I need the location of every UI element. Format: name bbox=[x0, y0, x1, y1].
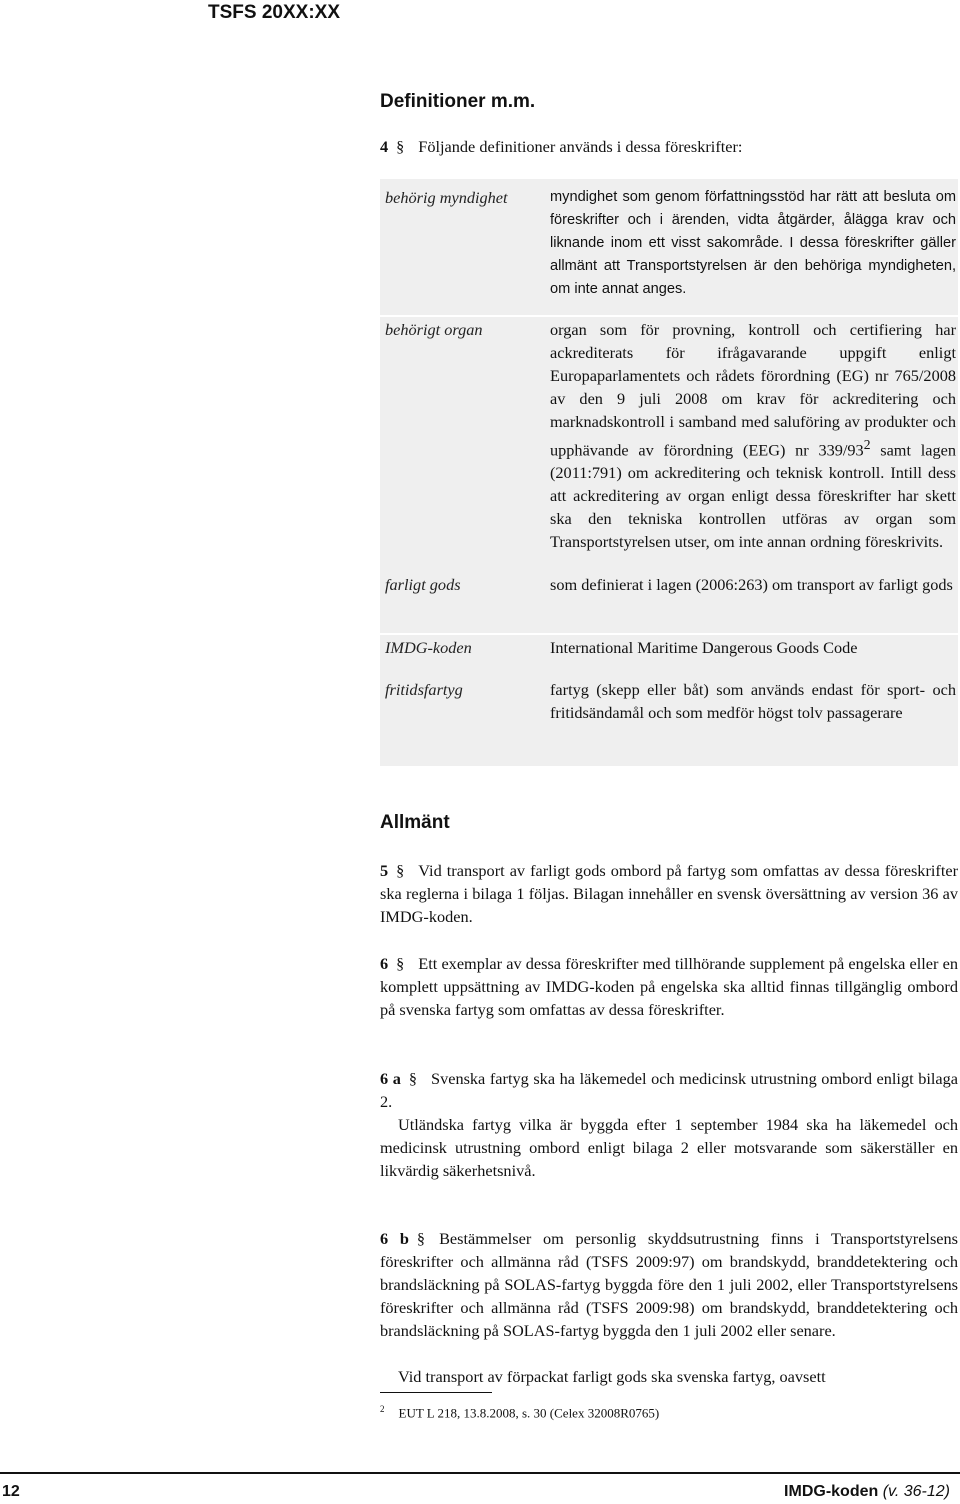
footnote-divider bbox=[380, 1392, 492, 1393]
section-sign: § bbox=[416, 1229, 426, 1248]
footer-rule bbox=[0, 1472, 960, 1474]
definition-fritidsfartyg: fartyg (skepp eller båt) som används endast för sport- och fritidsändamål och som medför högst tolv passagerare bbox=[550, 680, 956, 722]
footer-doc-name bbox=[784, 1483, 950, 1501]
paragraph-text: Bestämmelser om personlig skyddsutrustning finns i Transportstyrelsens föreskrifter och allmänna råd (TSFS 2009:97) om brandskydd, branddetektering och brandsläckning på SOLAS-fartyg byggda före den 1 juli 2002, eller Transportstyrelsens föreskrifter och allmänna råd (TSFS 2009:98) om brandskydd, branddetektering och brandsläckning på SOLAS-fartyg byggda den 1 juli 2002 eller senare. bbox=[380, 1229, 958, 1340]
paragraph-6a-continued: Utländska fartyg vilka är byggda efter 1 september 1984 ska ha läkemedel och medicinsk utrustning ombord enligt bilaga 2 eller motsvarande som säkerställer en likvärdig säkerhetsnivå. bbox=[380, 1115, 958, 1180]
definition-behorig-myndighet: myndighet som genom författningsstöd har rätt att besluta om föreskrifter och i ärenden, vidta åtgärder, ålägga krav och liknande inom ett visst sakområde. I dessa föreskrifter gäller allmänt att Transportstyrelsen är den behöriga myndigheten, om inte annat anges. bbox=[550, 189, 956, 297]
footnote-number: 2 bbox=[380, 1404, 385, 1414]
paragraph-text: Följande definitioner används i dessa föreskrifter: bbox=[418, 137, 743, 156]
page-header: TSFS 20XX:XX bbox=[208, 2, 340, 23]
paragraph-text: Vid transport av farligt gods ombord på fartyg som omfattas av dessa föreskrifter ska reglerna i bilaga 1 följas. Bilagan innehåller en svensk översättning av version 36 av IMDG-koden. bbox=[380, 861, 958, 926]
section-sign: § bbox=[396, 861, 405, 880]
term-imdg-koden: IMDG-koden bbox=[385, 638, 472, 657]
section-sign: § bbox=[408, 1069, 418, 1088]
paragraph-text: Ett exemplar av dessa föreskrifter med tillhörande supplement på engelska eller en komplett uppsättning av IMDG-koden på engelska ska alltid finnas tillgänglig ombord på svenska fartyg som omfattas av dessa föreskrifter. bbox=[380, 954, 958, 1019]
section-number: 6 b bbox=[380, 1229, 409, 1248]
definition-text: organ som för provning, kontroll och certifiering har ackrediterats för ifrågavarande uppgift enligt Europaparlamentets och rådets förordning (EG) nr 765/2008 av den 9 juli 2008 om krav för ackreditering och marknadskontroll i samband med saluföring av produkter och upphävande av förordning (EEG) nr 339/93 bbox=[550, 320, 956, 460]
paragraph-4 bbox=[380, 135, 958, 158]
footer-doc-title: IMDG-koden bbox=[784, 1483, 879, 1500]
row-separator bbox=[380, 315, 958, 317]
section-number: 6 bbox=[380, 954, 389, 973]
definition-imdg-koden: International Maritime Dangerous Goods Code bbox=[550, 638, 858, 657]
definition-text-continued: samt lagen (2011:791) om ackreditering och teknisk kontroll. Intill dess att ackreditering av organ enligt dessa föreskrifter har skett ska den tekniska kontrollen utföras av organ som Transportstyrelsen utser, om inte annan ordning föreskrivits. bbox=[550, 440, 957, 552]
term-farligt-gods: farligt gods bbox=[385, 575, 461, 594]
section-sign: § bbox=[396, 137, 405, 156]
paragraph-text: Svenska fartyg ska ha läkemedel och medicinsk utrustning ombord enligt bilaga 2. bbox=[380, 1069, 958, 1111]
paragraph-6b-continued: Vid transport av förpackat farligt gods ska svenska fartyg, oavsett bbox=[398, 1367, 826, 1386]
paragraph-5 bbox=[380, 859, 958, 928]
term-behorigt-organ: behörigt organ bbox=[385, 320, 483, 339]
definition-farligt-gods: som definierat i lagen (2006:263) om transport av farligt gods bbox=[550, 575, 953, 594]
section-sign: § bbox=[396, 954, 405, 973]
row-separator bbox=[380, 633, 958, 635]
section-number: 4 bbox=[380, 137, 389, 156]
section-number: 6 a bbox=[380, 1069, 401, 1088]
definitions-table bbox=[380, 179, 958, 766]
paragraph-6a bbox=[380, 1067, 958, 1113]
footnote-ref: 2 bbox=[863, 437, 871, 452]
term-fritidsfartyg: fritidsfartyg bbox=[385, 680, 463, 699]
footnote-text: EUT L 218, 13.8.2008, s. 30 (Celex 32008R0765) bbox=[398, 1405, 660, 1421]
footnote bbox=[380, 1404, 659, 1421]
paragraph-6 bbox=[380, 952, 958, 1021]
page-number: 12 bbox=[2, 1483, 20, 1500]
term-behorig-myndighet: behörig myndighet bbox=[385, 188, 508, 207]
general-heading: Allmänt bbox=[380, 812, 450, 833]
footer-version: (v. 36-12) bbox=[882, 1483, 950, 1500]
definition-behorigt-organ bbox=[550, 318, 956, 553]
paragraph-6b bbox=[380, 1227, 958, 1342]
definitions-heading: Definitioner m.m. bbox=[380, 91, 536, 112]
section-number: 5 bbox=[380, 861, 389, 880]
